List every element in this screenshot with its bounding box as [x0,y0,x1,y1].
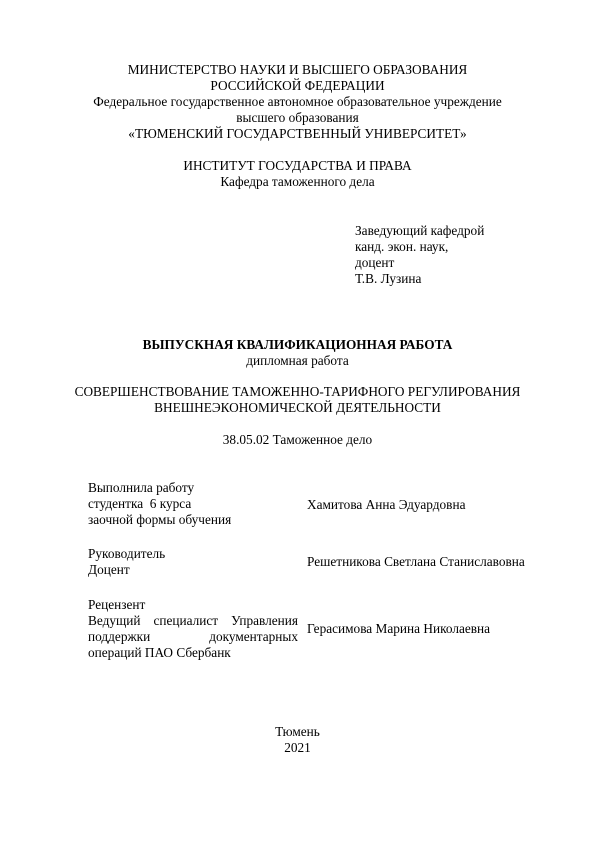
reviewer-role-line-3 [88,629,298,645]
specialty-block [60,432,535,448]
reviewer-role [88,597,298,661]
approval-position: Заведующий кафедрой [355,223,485,238]
institute-block [60,158,535,190]
footer-block [60,724,535,756]
reviewer-role-line-2 [88,613,298,629]
supervisor-role-line-2: Доцент [88,562,130,577]
supervisor-name: Решетникова Светлана Станиславовна [307,554,525,569]
topic-block [60,384,535,416]
student-role [88,480,298,528]
approval-block [355,223,484,287]
reviewer-role-word-2: специалист [153,613,219,628]
student-role-line-1: Выполнила работу [88,480,195,495]
approval-name: Т.В. Лузина [355,271,422,286]
approval-title: доцент [355,255,395,270]
reviewer-role-word-1: Ведущий [88,613,141,628]
work-type: ВЫПУСКНАЯ КВАЛИФИКАЦИОННАЯ РАБОТА [142,337,453,352]
ministry-header [60,62,535,142]
institution-line-1: Федеральное государственное автономное образовательное учреждение [93,94,502,109]
student-role-line-3: заочной формы обучения [88,512,232,527]
university-name: «ТЮМЕНСКИЙ ГОСУДАРСТВЕННЫЙ УНИВЕРСИТЕТ» [128,126,467,141]
work-type-block [60,337,535,369]
ministry-line-2: РОССИЙСКОЙ ФЕДЕРАЦИИ [210,78,385,93]
city: Тюмень [275,724,320,739]
student-role-line-2: студентка 6 курса [88,496,192,511]
reviewer-role-word-5: документарных [209,629,298,644]
student-name: Хамитова Анна Эдуардовна [307,497,466,512]
institute-name: ИНСТИТУТ ГОСУДАРСТВА И ПРАВА [183,158,412,173]
reviewer-role-word-4: поддержки [88,629,151,644]
specialty: 38.05.02 Таможенное дело [222,432,373,447]
department-name: Кафедра таможенного дела [220,174,375,189]
reviewer-role-word-3: Управления [231,613,298,628]
supervisor-role [88,546,298,578]
reviewer-role-line-1: Рецензент [88,597,146,612]
ministry-line-1: МИНИСТЕРСТВО НАУКИ И ВЫСШЕГО ОБРАЗОВАНИЯ [127,62,468,77]
reviewer-name: Герасимова Марина Николаевна [307,621,491,636]
supervisor-role-line-1: Руководитель [88,546,166,561]
topic-line-1: СОВЕРШЕНСТВОВАНИЕ ТАМОЖЕННО-ТАРИФНОГО РЕГУЛИРОВАНИЯ [74,384,521,399]
institution-line-2: высшего образования [236,110,359,125]
reviewer-role-line-4: операций ПАО Сбербанк [88,645,231,660]
work-subtype: дипломная работа [246,353,349,368]
year: 2021 [284,740,311,755]
approval-degree: канд. экон. наук, [355,239,449,254]
topic-line-2: ВНЕШНЕЭКОНОМИЧЕСКОЙ ДЕЯТЕЛЬНОСТИ [154,400,441,415]
